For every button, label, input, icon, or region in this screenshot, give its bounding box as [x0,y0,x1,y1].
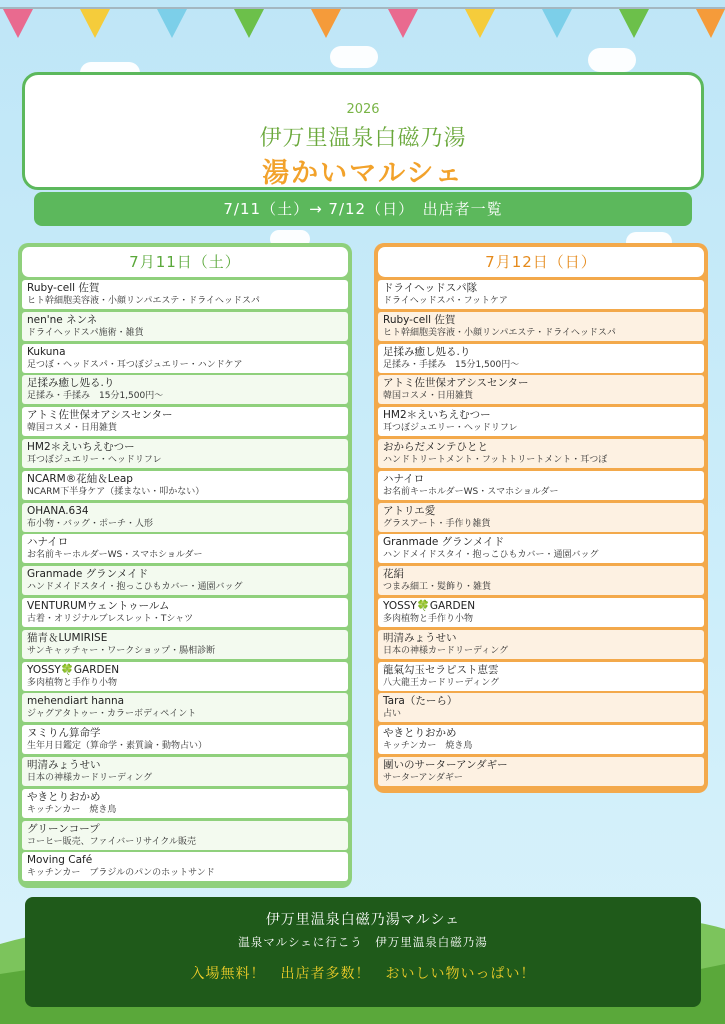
day1-vendor-list [22,280,348,881]
vendor-name: nen'ne ネンネ [27,313,98,326]
vendor-name: ハナイロ [27,536,69,549]
vendor-row [22,852,348,881]
vendor-description: 韓国コスメ・日用雑貨 [383,391,474,402]
footer-tagline: 温泉マルシェに行こう 伊万里温泉白磁乃湯 [238,935,488,949]
vendor-row [22,821,348,850]
vendor-description: 古着・オリジナルブレスレット・Tシャツ [27,613,194,624]
vendor-row [378,757,704,786]
vendor-row [22,693,348,722]
vendor-row [378,344,704,373]
vendor-row [22,439,348,468]
vendor-description: 耳つぼジュエリー・ヘッドリフレ [27,454,162,465]
vendor-name: Ruby-cell 佐賀 [383,313,456,326]
vendor-row [22,375,348,404]
footer-title: 伊万里温泉白磁乃湯マルシェ [265,912,461,928]
vendor-row [22,280,348,309]
vendor-description: 足つぼ・ヘッドスパ・耳つぼジュエリー・ハンドケア [27,359,243,370]
bunting-flags-decoration [0,0,725,45]
day1-title: 7月11日（土） [22,247,348,277]
cloud-decoration [330,46,378,68]
event-title: 湯かいマルシェ [262,158,464,189]
vendor-row [22,757,348,786]
vendor-description: 足揉み・手揉み 15分1,500円〜 [383,359,520,370]
header-card [22,72,704,190]
vendor-row [378,662,704,691]
vendor-description: サーターアンダギー [383,772,463,783]
footer-highlight: 入場無料！ 出店者多数！ おいしい物いっぱい！ [190,966,536,982]
vendor-row [22,789,348,818]
vendor-row [378,725,704,754]
vendor-row [22,407,348,436]
vendor-name: HM2＊えいちえむつー [27,440,135,453]
vendor-row [22,662,348,691]
vendor-name: 足揉み癒し処る.り [27,377,115,390]
vendor-description: 韓国コスメ・日用雑貨 [27,423,118,434]
vendor-description: グラスアート・手作り雑貨 [383,518,491,529]
vendor-name: HM2＊えいちえむつー [383,409,491,422]
vendor-row [378,439,704,468]
vendor-description: 占い [383,709,402,720]
vendor-name: ドライヘッドスパ隊 [383,282,478,294]
vendor-row [22,566,348,595]
vendor-row [378,534,704,563]
vendor-description: お名前キーホルダーWS・スマホショルダー [27,550,203,561]
vendor-description: コーヒー販売、ファイバーリサイクル販売 [27,836,197,847]
vendor-description: NCARM下半身ケア（揉まない・叩かない） [27,486,205,497]
vendor-description: ドライヘッドスパ施術・雑貨 [27,327,144,338]
vendor-name: 明清みょうせい [27,758,101,771]
vendor-description: 日本の神様カードリーディング [383,645,509,656]
cloud-decoration [588,48,636,72]
vendor-name: アトリエ愛 [383,504,436,517]
vendor-description: ハンドトリートメント・フットトリートメント・耳つぼ [383,454,608,465]
vendor-description: つまみ細工・髪飾り・雑貨 [383,582,492,593]
vendor-name: アトミ佐世保オアシスセンター [27,409,173,422]
vendor-name: 龍氣勾玉セラピスト恵雲 [383,663,499,676]
day2-panel [374,243,708,793]
venue-name: 伊万里温泉白磁乃湯 [259,126,467,151]
vendor-description: 足揉み・手揉み 15分1,500円〜 [27,391,164,402]
vendor-row [378,566,704,595]
vendor-description: 多肉植物と手作り小物 [383,613,474,624]
vendor-name: VENTURUMウェントゥールム [27,599,170,612]
vendor-name: Kukuna [27,345,66,358]
vendor-name: 花絹 [383,568,404,581]
vendor-name: 團いのサーターアンダギー [383,758,508,771]
vendor-row [22,503,348,532]
vendor-name: アトミ佐世保オアシスセンター [383,377,529,390]
vendor-row [378,375,704,404]
vendor-description: キッチンカー 焼き鳥 [27,804,117,815]
vendor-row [22,630,348,659]
vendor-name: NCARM®花紬＆Leap [27,472,133,485]
vendor-name: 足揉み癒し処る.り [383,345,471,358]
vendor-name: YOSSY🍀GARDEN [383,599,476,612]
vendor-name: ヌミりん算命学 [27,727,101,740]
vendor-row [22,344,348,373]
day2-title: 7月12日（日） [378,247,704,277]
vendor-row [378,312,704,341]
vendor-description: 日本の神様カードリーディング [27,772,153,783]
vendor-row [378,630,704,659]
vendor-name: Tara（たーら） [383,695,458,708]
vendor-description: お名前キーホルダーWS・スマホショルダー [383,486,559,497]
vendor-row [378,471,704,500]
date-bar: 7/11（土）→ 7/12（日） 出店者一覧 [34,192,692,226]
vendor-name: ハナイロ [383,472,425,485]
vendor-description: ハンドメイドスタイ・抱っこひもカバー・通園バッグ [27,582,243,593]
event-year: 2026 [346,102,380,117]
vendor-name: YOSSY🍀GARDEN [27,663,120,676]
vendor-name: 明清みょうせい [383,631,457,644]
vendor-name: Moving Café [27,854,93,867]
vendor-description: ハンドメイドスタイ・抱っこひもカバー・通園バッグ [383,550,599,561]
vendor-description: サンキャッチャー・ワークショップ・腸相診断 [27,645,216,656]
vendor-row [22,312,348,341]
vendor-name: おからだメンテひとと [383,440,488,453]
vendor-description: ドライヘッドスパ・フットケア [383,296,508,306]
vendor-name: OHANA.634 [27,504,89,517]
vendor-row [378,693,704,722]
footer-banner [25,897,701,1007]
day1-panel [18,243,352,888]
vendor-row [378,503,704,532]
vendor-row [22,725,348,754]
vendor-name: Granmade グランメイド [383,536,505,549]
vendor-name: やきとりおかめ [383,727,457,740]
vendor-description: ジャグアタトゥー・カラーボディペイント [27,709,197,720]
vendor-description: ヒト幹細胞美容液・小顔リンパエステ・ドライヘッドスパ [27,296,260,306]
vendor-description: 生年月日鑑定（算命学・素質論・動物占い） [27,741,208,752]
vendor-description: 布小物・バッグ・ポーチ・人形 [27,518,154,529]
vendor-row [378,598,704,627]
vendor-name: グリーンコープ [27,822,100,835]
vendor-row [22,534,348,563]
vendor-name: Ruby-cell 佐賀 [27,282,100,294]
vendor-name: やきとりおかめ [27,790,101,803]
vendor-description: キッチンカー ブラジルのパンのホットサンド [27,868,215,879]
vendor-description: 八大龍王カードリーディング [383,677,500,688]
vendor-description: 耳つぼジュエリー・ヘッドリフレ [383,423,518,434]
vendor-description: キッチンカー 焼き鳥 [383,741,473,752]
vendor-row [22,471,348,500]
vendor-name: Granmade グランメイド [27,568,149,581]
vendor-row [378,280,704,309]
vendor-description: ヒト幹細胞美容液・小顔リンパエステ・ドライヘッドスパ [383,327,616,338]
vendor-row [378,407,704,436]
vendor-description: 多肉植物と手作り小物 [27,677,118,688]
vendor-row [22,598,348,627]
day2-vendor-list [378,280,704,786]
vendor-name: 猫青＆LUMIRISE [27,631,108,644]
vendor-name: mehendiart hanna [27,695,125,708]
